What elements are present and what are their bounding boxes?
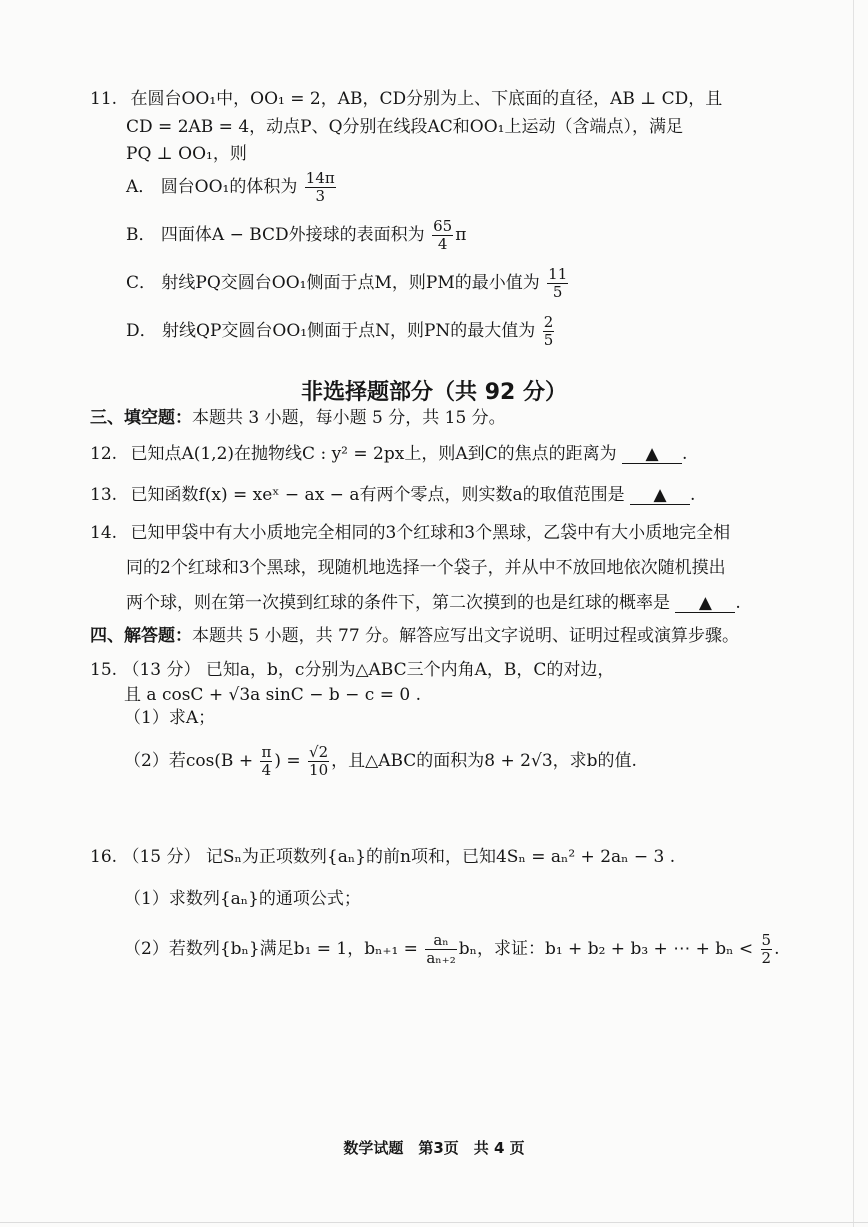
q12-text: 已知点A(1,2)在抛物线C : y² = 2px上，则A到C的焦点的距离为	[130, 444, 617, 464]
fraction-denominator: 2	[761, 949, 772, 967]
q11-option-a	[126, 170, 338, 205]
fraction-numerator: 5	[761, 931, 772, 949]
page-edge-divider	[853, 0, 854, 1227]
q11-option-a-text: 圆台OO₁的体积为	[160, 177, 298, 197]
q11-option-a-fraction	[305, 170, 336, 205]
section4-title: 四、解答题：	[90, 626, 192, 646]
answer-blank: ▲	[622, 445, 682, 464]
q12	[90, 443, 687, 465]
section4-desc: 本题共 5 小题，共 77 分。解答应写出文字说明、证明过程或演算步骤。	[192, 626, 740, 646]
section3-desc: 本题共 3 小题，每小题 5 分，共 15 分。	[192, 408, 506, 428]
fraction-numerator: π	[261, 743, 272, 761]
q16-part2-fraction	[425, 932, 456, 967]
fraction-numerator: aₙ	[425, 932, 456, 950]
q13	[90, 484, 695, 506]
q12-number: 12.	[90, 444, 118, 464]
q11-option-c-label: C．	[126, 273, 157, 293]
q11-number: 11.	[90, 89, 118, 109]
q16-part2	[124, 932, 780, 967]
q15-part1: （1）求A；	[124, 708, 216, 728]
q16-part1: （1）求数列{aₙ}的通项公式；	[124, 889, 361, 909]
q16-number: 16.	[90, 847, 118, 867]
q16-score: （15 分）	[122, 847, 201, 867]
fraction-denominator: 5	[552, 283, 563, 301]
q16-line1	[90, 846, 675, 868]
section3-title: 三、填空题：	[90, 408, 192, 428]
fraction-numerator: 65	[433, 217, 453, 235]
q14-text-line3: 两个球，则在第一次摸到红球的条件下，第二次摸到的也是红球的概率是	[126, 593, 670, 613]
q11-option-b-suffix: π	[455, 225, 467, 245]
fraction-denominator: 10	[309, 761, 329, 779]
page-bottom-divider	[0, 1222, 868, 1223]
q14-text-line2: 同的2个红球和3个黑球，现随机地选择一个袋子，并从中不放回地依次随机摸出	[126, 558, 726, 578]
q15-part2-eq: ) =	[274, 751, 301, 771]
section4-header	[90, 625, 739, 647]
answer-blank: ▲	[630, 486, 690, 505]
q11-option-d-text: 射线QP交圆台OO₁侧面于点N，则PN的最大值为	[162, 321, 536, 341]
answer-blank: ▲	[675, 594, 735, 613]
q12-end: .	[682, 444, 688, 464]
fraction-numerator: √2	[309, 743, 329, 761]
q15-text-line1: 已知a，b，c分别为△ABC三个内角A，B，C的对边，	[205, 660, 615, 680]
fraction-denominator: 4	[261, 761, 272, 779]
q11-stem-line1: 在圆台OO₁中，OO₁ = 2，AB，CD分别为上、下底面的直径，AB ⊥ CD，且	[130, 89, 723, 109]
q11-line1	[90, 88, 722, 110]
part-heading: 非选择题部分（共 92 分）	[301, 380, 567, 405]
q15-number: 15.	[90, 660, 118, 680]
fraction-denominator: 3	[315, 187, 326, 205]
q13-end: .	[690, 485, 696, 505]
q15-text-line2: 且 a cosC + √3a sinC − b − c = 0 .	[124, 685, 421, 705]
q11-option-b-fraction	[432, 218, 453, 253]
q16-part2-prefix: （2）若数列{bₙ}满足b₁ = 1，bₙ₊₁ =	[124, 939, 418, 959]
fraction-denominator: 5	[543, 331, 554, 349]
q11-stem-line3: PQ ⊥ OO₁，则	[126, 144, 247, 164]
q11-option-c	[126, 266, 570, 301]
q16-part2-bound-fraction	[761, 932, 773, 967]
q16-part2-mid: bₙ，求证：b₁ + b₂ + b₃ + ⋯ + bₙ <	[458, 939, 754, 959]
q11-option-c-fraction	[547, 266, 568, 301]
q11-option-a-label: A．	[126, 177, 156, 197]
q11-option-d-fraction	[543, 314, 555, 349]
q15-part2-suffix: ，且△ABC的面积为8 + 2√3，求b的值.	[331, 751, 637, 771]
q13-number: 13.	[90, 485, 118, 505]
fraction-denominator: aₙ₊₂	[426, 949, 456, 967]
q13-text: 已知函数f(x) = xeˣ − ax − a有两个零点，则实数a的取值范围是	[130, 485, 625, 505]
page-footer: 数学试题 第3页 共 4 页	[343, 1139, 525, 1157]
q11-option-b	[126, 218, 466, 253]
q11-option-c-text: 射线PQ交圆台OO₁侧面于点M，则PM的最小值为	[161, 273, 540, 293]
fraction-numerator: 14π	[305, 169, 335, 187]
q14-number: 14.	[90, 523, 118, 543]
q11-option-b-text: 四面体A − BCD外接球的表面积为	[160, 225, 425, 245]
q14-line1	[90, 522, 730, 544]
q15-part2-value-fraction	[308, 744, 329, 779]
q15-line1	[90, 659, 614, 681]
q15-part2	[124, 744, 637, 779]
fraction-denominator: 4	[437, 235, 448, 253]
q16-part2-end: .	[774, 939, 780, 959]
q16-text-line1: 记Sₙ为正项数列{aₙ}的前n项和，已知4Sₙ = aₙ² + 2aₙ − 3 .	[205, 847, 676, 867]
q14-end: .	[735, 593, 741, 613]
section3-header	[90, 407, 506, 429]
q14-text-line1: 已知甲袋中有大小质地完全相同的3个红球和3个黑球，乙袋中有大小质地完全相	[130, 523, 731, 543]
q11-stem-line2: CD = 2AB = 4，动点P、Q分别在线段AC和OO₁上运动（含端点），满足	[126, 117, 683, 137]
fraction-numerator: 11	[548, 265, 568, 283]
q11-option-d	[126, 314, 556, 349]
q15-part2-pi-fraction	[260, 744, 272, 779]
q11-option-d-label: D．	[126, 321, 157, 341]
q11-option-b-label: B．	[126, 225, 156, 245]
q15-part2-prefix: （2）若cos(B +	[124, 751, 254, 771]
q14-line3	[126, 592, 741, 614]
fraction-numerator: 2	[543, 313, 554, 331]
q15-score: （13 分）	[122, 660, 201, 680]
